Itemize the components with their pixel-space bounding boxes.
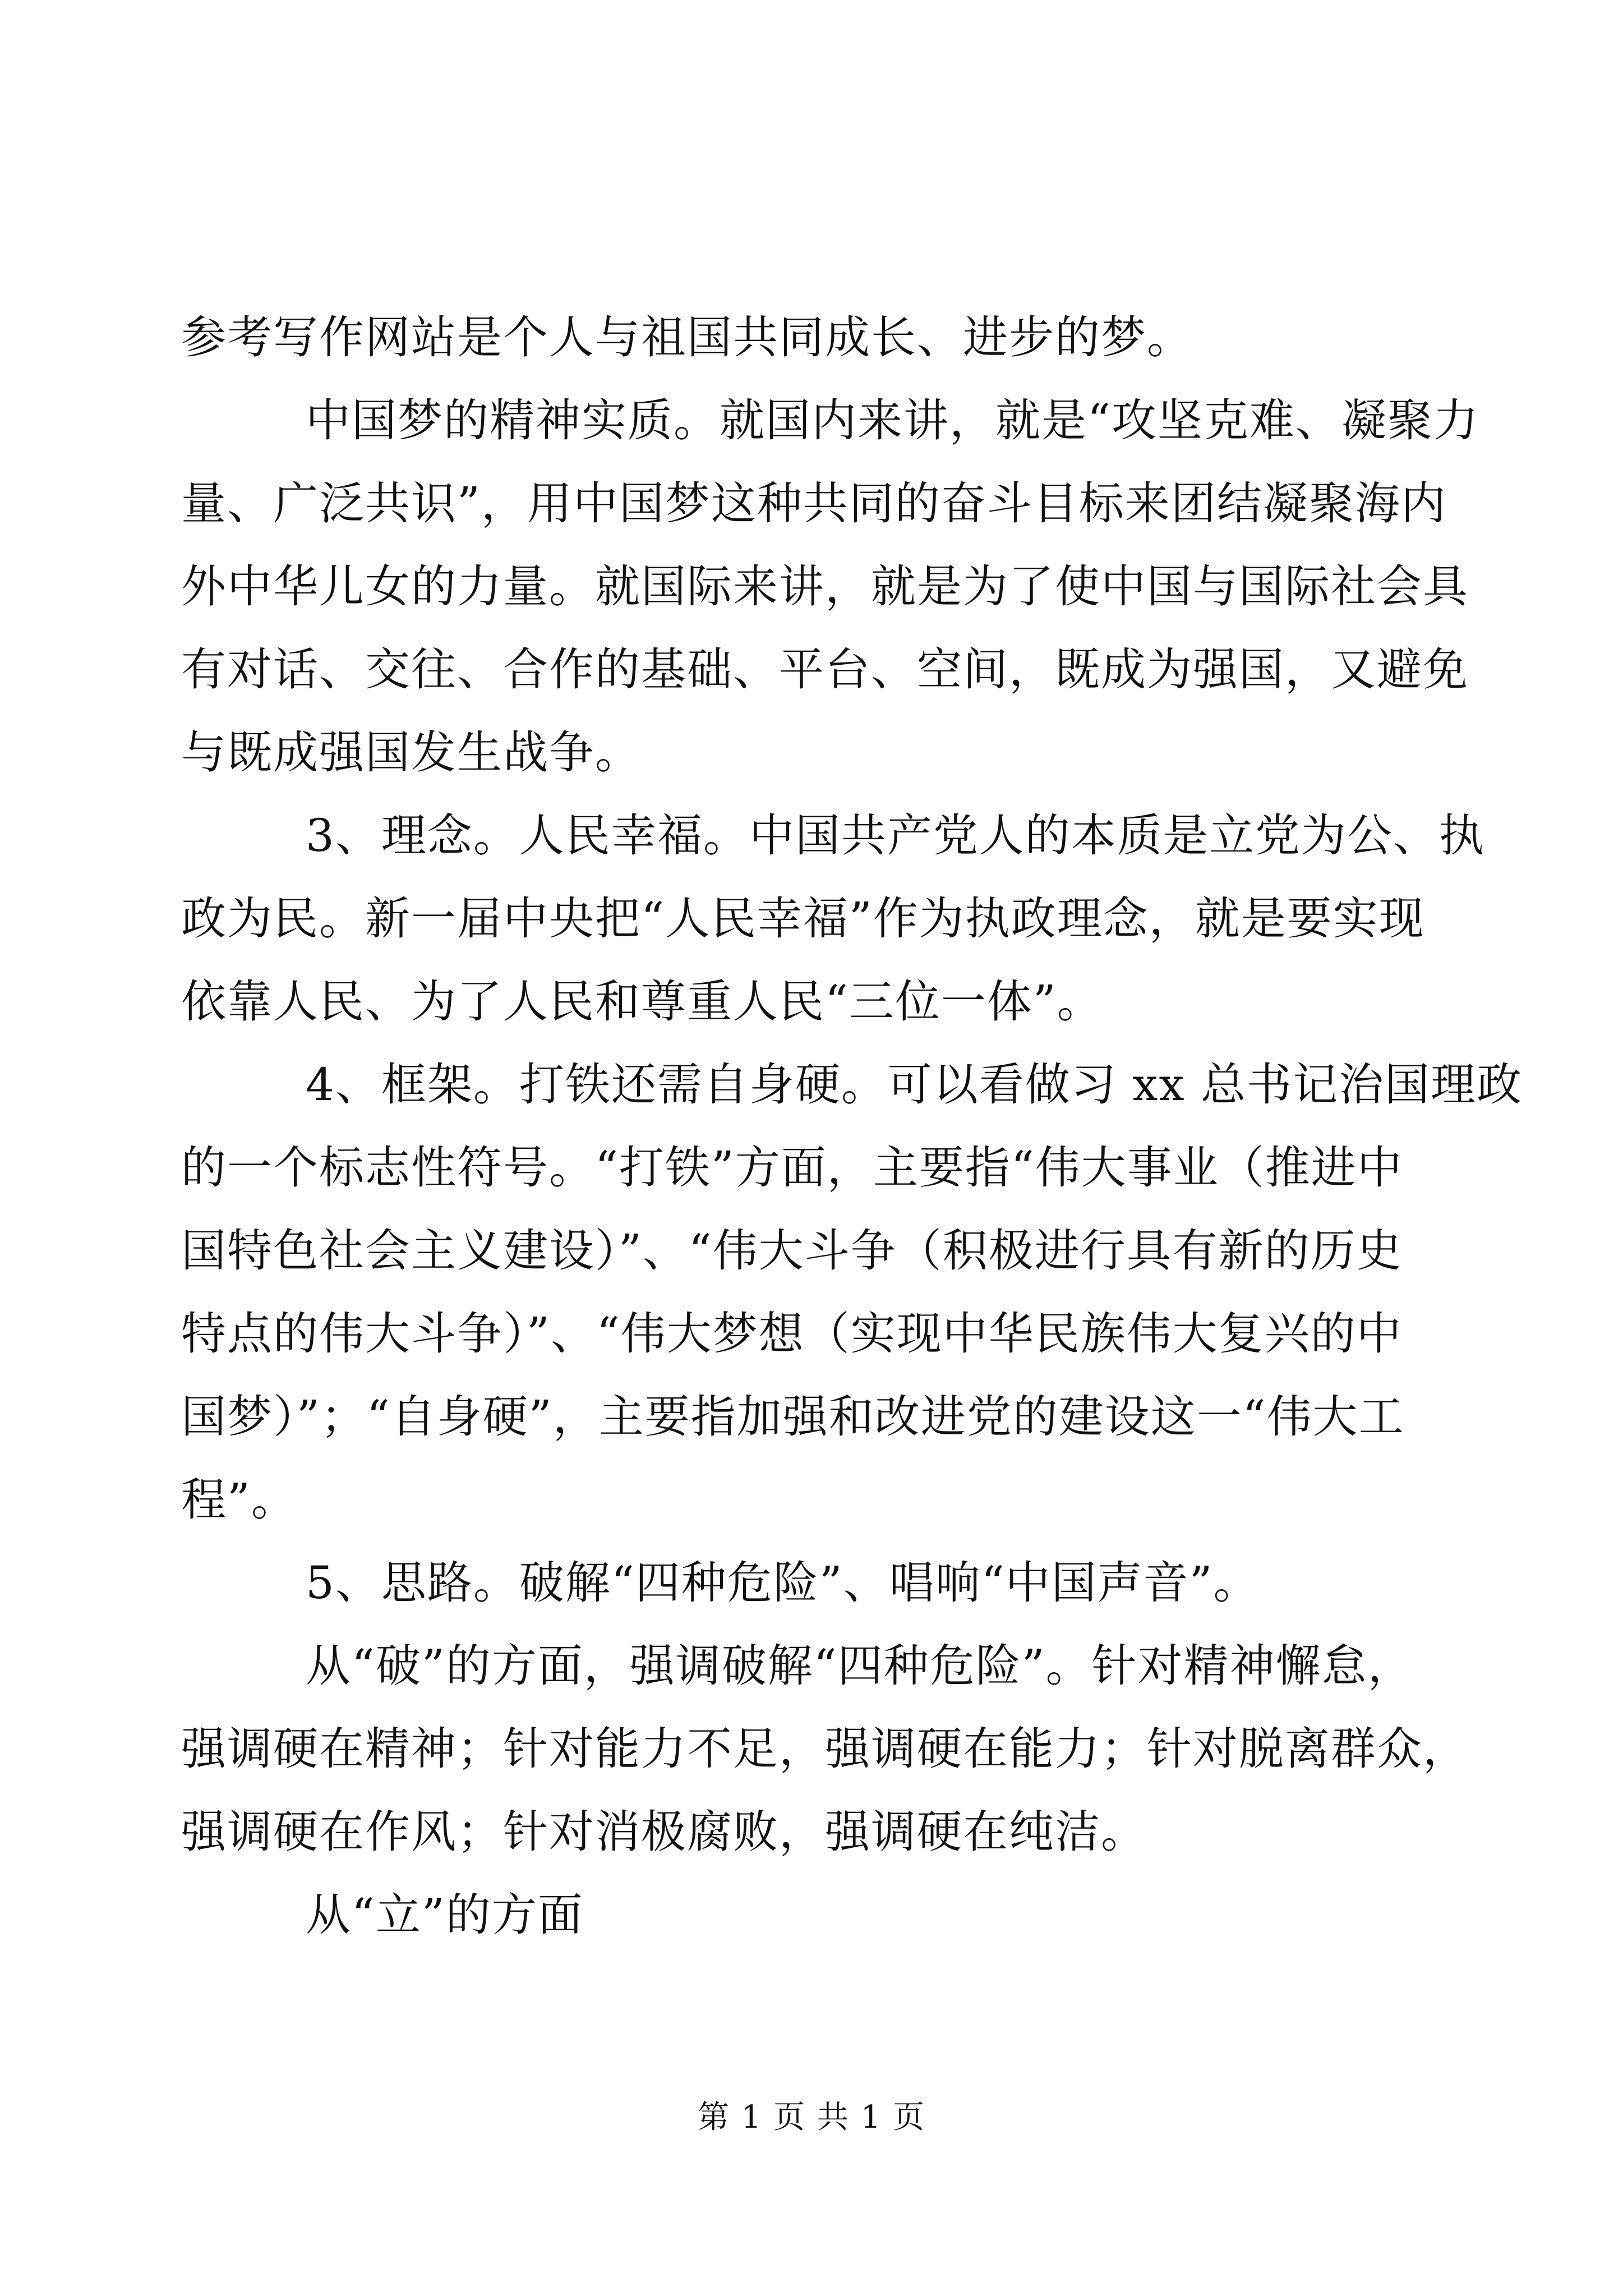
text-line: 强调硬在精神；针对能力不足，强调硬在能力；针对脱离群众， [181, 1723, 1469, 1775]
document-body [181, 296, 1523, 1957]
text-line: 从“破”的方面，强调破解“四种危险”。针对精神懈怠， [306, 1640, 1414, 1692]
text-line: 的一个标志性符号。“打铁”方面，主要指“伟大事业（推进中 [181, 1142, 1403, 1194]
text-line: 中国梦的精神实质。就国内来讲，就是“攻坚克难、凝聚力 [306, 394, 1479, 447]
text-line: 外中华儿女的力量。就国际来讲，就是为了使中国与国际社会具 [181, 560, 1469, 613]
text-line: 政为民。新一届中央把“人民幸福”作为执政理念，就是要实现 [181, 892, 1425, 945]
text-line: 量、广泛共识”，用中国梦这种共同的奋斗目标来团结凝聚海内 [181, 477, 1447, 530]
text-line: 特点的伟大斗争）”、“伟大梦想（实现中华民族伟大复兴的中 [181, 1308, 1403, 1360]
text-line: 有对话、交往、合作的基础、平台、空间，既成为强国，又避免 [181, 643, 1469, 696]
text-line: 参考写作网站是个人与祖国共同成长、进步的梦。 [181, 311, 1193, 364]
text-line: 5、思路。破解“四种危险”、唱响“中国声音”。 [306, 1557, 1260, 1609]
text-line: 与既成强国发生战争。 [181, 726, 641, 779]
text-line: 4、框架。打铁还需自身硬。可以看做习 xx 总书记治国理政 [306, 1059, 1523, 1111]
text-line: 国特色社会主义建设）”、“伟大斗争（积极进行具有新的历史 [181, 1225, 1403, 1277]
page-footer: 第 1 页 共 1 页 [697, 2099, 926, 2136]
text-line: 3、理念。人民幸福。中国共产党人的本质是立党为公、执 [306, 809, 1485, 862]
text-line: 国梦）”；“自身硬”，主要指加强和改进党的建设这一“伟大工 [181, 1391, 1405, 1443]
text-line: 强调硬在作风；针对消极腐败，强调硬在纯洁。 [181, 1806, 1147, 1858]
text-line: 从“立”的方面 [306, 1889, 584, 1941]
text-line: 依靠人民、为了人民和尊重人民“三位一体”。 [181, 976, 1103, 1028]
text-line: 程”。 [181, 1474, 297, 1526]
